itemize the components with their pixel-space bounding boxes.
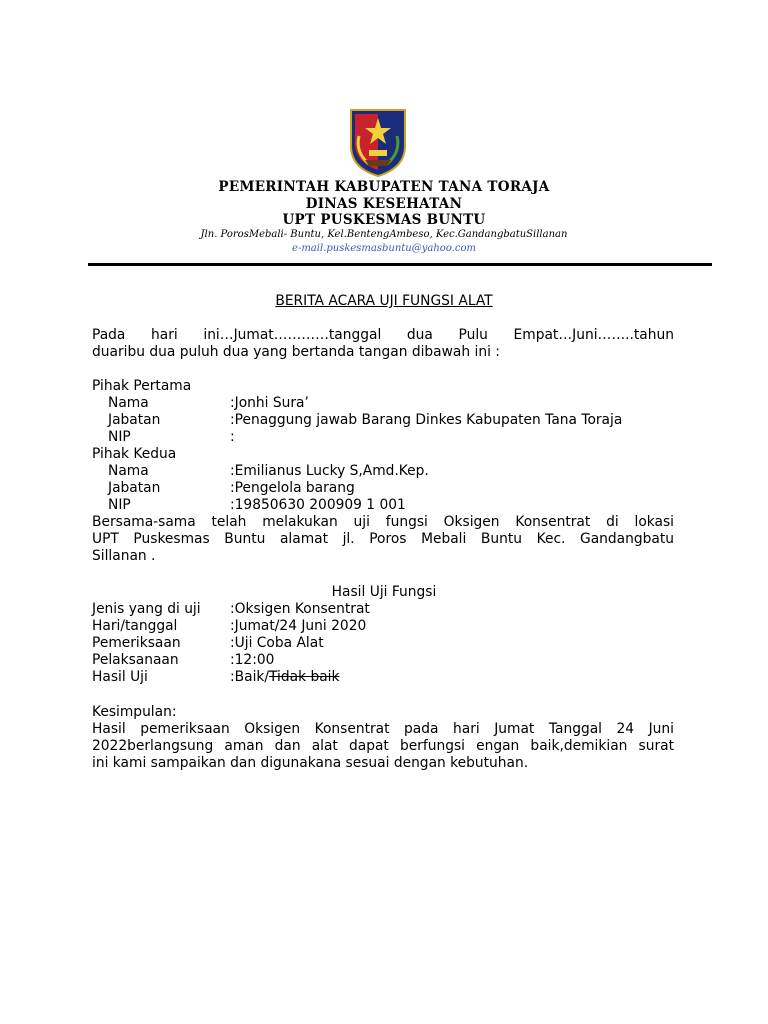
pihak-kedua-jabatan-value: :Pengelola barang (230, 480, 355, 496)
hasil-jenis-label: Jenis yang di uji (92, 601, 201, 617)
pihak-pertama-nip-value: : (230, 429, 235, 445)
hasil-pemeriksaan-label: Pemeriksaan (92, 635, 181, 651)
document-title: BERITA ACARA UJI FUNGSI ALAT (275, 293, 493, 309)
kesimpulan-line-2: 2022berlangsung aman dan alat dapat berfungsi engan baik,demikian surat (92, 738, 674, 754)
hasil-uji-label: Hasil Uji (92, 669, 148, 685)
hasil-tanggal-value: :Jumat/24 Juni 2020 (230, 618, 367, 634)
kesimpulan-heading: Kesimpulan: (92, 704, 177, 720)
pihak-kedua-nama-label: Nama (108, 463, 149, 479)
hasil-pelaksanaan-value: :12:00 (230, 652, 275, 668)
pihak-pertama-nama-value: :Jonhi Sura’ (230, 395, 309, 411)
hasil-uji-baik: :Baik/ (230, 669, 270, 685)
pihak-kedua-jabatan-label: Jabatan (108, 480, 161, 496)
hasil-heading: Hasil Uji Fungsi (331, 584, 437, 600)
pihak-pertama-jabatan-value: :Penaggung jawab Barang Dinkes Kabupaten Tana Toraja (230, 412, 623, 428)
pihak-pertama-heading: Pihak Pertama (92, 378, 192, 394)
header-government: PEMERINTAH KABUPATEN TANA TORAJA (218, 179, 550, 195)
bersama-line-2: UPT Puskesmas Buntu alamat jl. Poros Mebali Buntu Kec. Gandangbatu (92, 531, 674, 547)
bersama-line-3: Sillanan . (92, 548, 156, 564)
bersama-line-1: Bersama-sama telah melakukan uji fungsi Oksigen Konsentrat di lokasi (92, 514, 674, 530)
pihak-kedua-nip-value: :19850630 200909 1 001 (230, 497, 406, 513)
hasil-tanggal-label: Hari/tanggal (92, 618, 178, 634)
header-department: DINAS KESEHATAN (305, 196, 463, 212)
hasil-pelaksanaan-label: Pelaksanaan (92, 652, 179, 668)
pihak-pertama-nip-label: NIP (108, 429, 131, 445)
hasil-pemeriksaan-value: :Uji Coba Alat (230, 635, 324, 651)
pihak-pertama-jabatan-label: Jabatan (108, 412, 161, 428)
header-address: Jln. PorosMebali- Buntu, Kel.BentengAmbeso, Kec.GandangbatuSillanan (200, 229, 568, 240)
hasil-uji-struck: Tidak baik (269, 669, 340, 685)
kesimpulan-line-3: ini kami sampaikan dan digunakana sesuai dengan kebutuhan. (92, 755, 529, 771)
pihak-kedua-nama-value: :Emilianus Lucky S,Amd.Kep. (230, 463, 429, 479)
pihak-kedua-nip-label: NIP (108, 497, 131, 513)
header-unit: UPT PUSKESMAS BUNTU (282, 212, 486, 228)
hasil-jenis-value: :Oksigen Konsentrat (230, 601, 370, 617)
pihak-kedua-heading: Pihak Kedua (92, 446, 177, 462)
intro-line-2: duaribu dua puluh dua yang bertanda tangan dibawah ini : (92, 344, 500, 360)
header-divider (88, 263, 712, 266)
header-email[interactable]: e-mail.puskesmasbuntu@yahoo.com (292, 243, 476, 254)
hasil-uji-value (230, 669, 340, 686)
coat-of-arms-logo (347, 106, 409, 178)
kesimpulan-line-1: Hasil pemeriksaan Oksigen Konsentrat pada hari Jumat Tanggal 24 Juni (92, 721, 674, 737)
intro-line-1: Pada hari ini…Jumat…………tanggal dua Pulu Empat…Juni……..tahun (92, 327, 674, 343)
pihak-pertama-nama-label: Nama (108, 395, 149, 411)
